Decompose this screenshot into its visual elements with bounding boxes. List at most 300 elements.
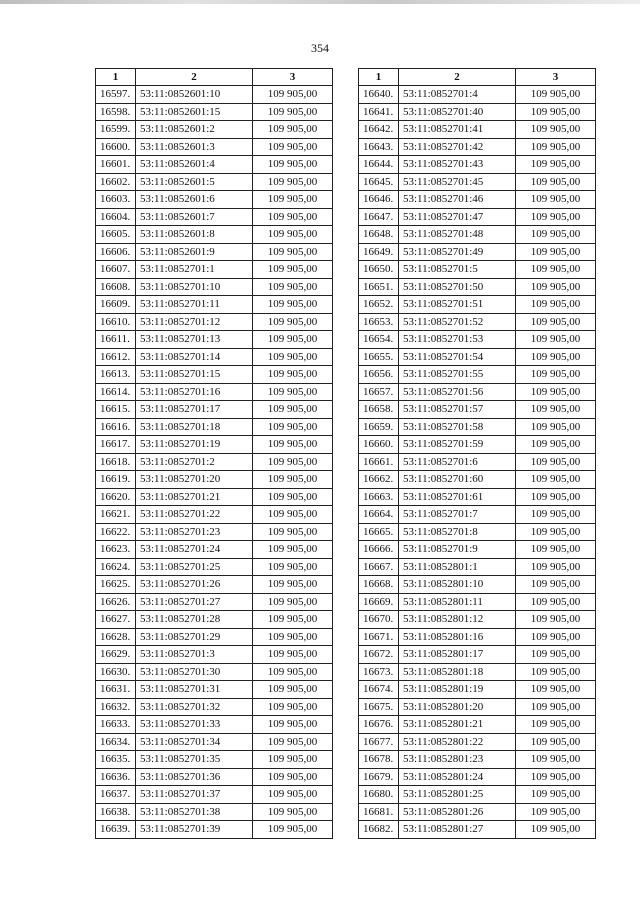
table-row (96, 593, 333, 611)
row-number: 16678. (359, 751, 399, 769)
scan-edge (0, 0, 640, 4)
cadastral-value: 109 905,00 (516, 261, 596, 279)
cadastral-table-right (358, 68, 596, 839)
cadastral-value: 109 905,00 (253, 156, 333, 174)
cadastral-number: 53:11:0852701:10 (136, 278, 253, 296)
row-number: 16668. (359, 576, 399, 594)
cadastral-number: 53:11:0852701:56 (399, 383, 516, 401)
cadastral-number: 53:11:0852701:1 (136, 261, 253, 279)
cadastral-value: 109 905,00 (253, 138, 333, 156)
cadastral-value: 109 905,00 (516, 523, 596, 541)
table-row (96, 191, 333, 209)
table-row (359, 243, 596, 261)
cadastral-value: 109 905,00 (253, 173, 333, 191)
table-row (96, 681, 333, 699)
cadastral-number: 53:11:0852701:37 (136, 786, 253, 804)
cadastral-value: 109 905,00 (516, 663, 596, 681)
table-row (96, 611, 333, 629)
row-number: 16620. (96, 488, 136, 506)
cadastral-number: 53:11:0852701:25 (136, 558, 253, 576)
cadastral-number: 53:11:0852701:9 (399, 541, 516, 559)
cadastral-number: 53:11:0852701:54 (399, 348, 516, 366)
table-row (359, 751, 596, 769)
table-row (359, 296, 596, 314)
cadastral-value: 109 905,00 (253, 663, 333, 681)
table-row (359, 348, 596, 366)
cadastral-value: 109 905,00 (253, 436, 333, 454)
table-row (359, 331, 596, 349)
table-row (96, 366, 333, 384)
cadastral-number: 53:11:0852601:9 (136, 243, 253, 261)
cadastral-value: 109 905,00 (253, 803, 333, 821)
cadastral-number: 53:11:0852701:24 (136, 541, 253, 559)
cadastral-number: 53:11:0852701:55 (399, 366, 516, 384)
cadastral-number: 53:11:0852701:50 (399, 278, 516, 296)
table-row (96, 488, 333, 506)
table-row (359, 121, 596, 139)
table-row (359, 156, 596, 174)
row-number: 16666. (359, 541, 399, 559)
cadastral-value: 109 905,00 (516, 751, 596, 769)
cadastral-value: 109 905,00 (253, 208, 333, 226)
row-number: 16645. (359, 173, 399, 191)
page-number: 354 (311, 41, 329, 55)
row-number: 16663. (359, 488, 399, 506)
cadastral-number: 53:11:0852601:3 (136, 138, 253, 156)
cadastral-value: 109 905,00 (516, 208, 596, 226)
cadastral-value: 109 905,00 (253, 348, 333, 366)
cadastral-number: 53:11:0852701:12 (136, 313, 253, 331)
row-number: 16681. (359, 803, 399, 821)
cadastral-number: 53:11:0852701:53 (399, 331, 516, 349)
row-number: 16651. (359, 278, 399, 296)
cadastral-number: 53:11:0852801:27 (399, 821, 516, 839)
cadastral-table-left (95, 68, 333, 839)
column-header-2: 2 (399, 69, 516, 86)
row-number: 16616. (96, 418, 136, 436)
row-number: 16619. (96, 471, 136, 489)
cadastral-number: 53:11:0852701:29 (136, 628, 253, 646)
cadastral-number: 53:11:0852701:42 (399, 138, 516, 156)
cadastral-value: 109 905,00 (516, 103, 596, 121)
cadastral-number: 53:11:0852701:41 (399, 121, 516, 139)
cadastral-number: 53:11:0852701:61 (399, 488, 516, 506)
column-header-1: 1 (359, 69, 399, 86)
cadastral-value: 109 905,00 (253, 698, 333, 716)
row-number: 16643. (359, 138, 399, 156)
cadastral-number: 53:11:0852701:40 (399, 103, 516, 121)
table-row (359, 768, 596, 786)
cadastral-value: 109 905,00 (516, 366, 596, 384)
table-row (96, 646, 333, 664)
cadastral-value: 109 905,00 (253, 733, 333, 751)
row-number: 16640. (359, 86, 399, 104)
cadastral-value: 109 905,00 (253, 401, 333, 419)
row-number: 16642. (359, 121, 399, 139)
table-row (96, 296, 333, 314)
row-number: 16682. (359, 821, 399, 839)
row-number: 16618. (96, 453, 136, 471)
cadastral-number: 53:11:0852701:15 (136, 366, 253, 384)
cadastral-number: 53:11:0852801:18 (399, 663, 516, 681)
table-row (359, 488, 596, 506)
cadastral-value: 109 905,00 (253, 226, 333, 244)
table-row (359, 191, 596, 209)
row-number: 16613. (96, 366, 136, 384)
cadastral-value: 109 905,00 (253, 821, 333, 839)
cadastral-value: 109 905,00 (516, 383, 596, 401)
table-row (96, 208, 333, 226)
table-row (359, 453, 596, 471)
row-number: 16670. (359, 611, 399, 629)
table-row (359, 803, 596, 821)
row-number: 16662. (359, 471, 399, 489)
row-number: 16649. (359, 243, 399, 261)
cadastral-number: 53:11:0852701:27 (136, 593, 253, 611)
cadastral-value: 109 905,00 (516, 558, 596, 576)
table-row (96, 436, 333, 454)
table-row (96, 173, 333, 191)
cadastral-number: 53:11:0852701:60 (399, 471, 516, 489)
row-number: 16676. (359, 716, 399, 734)
cadastral-value: 109 905,00 (516, 821, 596, 839)
row-number: 16672. (359, 646, 399, 664)
row-number: 16658. (359, 401, 399, 419)
cadastral-number: 53:11:0852601:2 (136, 121, 253, 139)
table-row (96, 383, 333, 401)
row-number: 16656. (359, 366, 399, 384)
table-row (359, 366, 596, 384)
row-number: 16634. (96, 733, 136, 751)
table-row (359, 523, 596, 541)
cadastral-number: 53:11:0852701:59 (399, 436, 516, 454)
cadastral-value: 109 905,00 (516, 278, 596, 296)
cadastral-value: 109 905,00 (253, 261, 333, 279)
cadastral-value: 109 905,00 (516, 313, 596, 331)
row-number: 16609. (96, 296, 136, 314)
row-number: 16599. (96, 121, 136, 139)
cadastral-value: 109 905,00 (516, 768, 596, 786)
row-number: 16615. (96, 401, 136, 419)
table-row (96, 751, 333, 769)
row-number: 16636. (96, 768, 136, 786)
cadastral-number: 53:11:0852601:10 (136, 86, 253, 104)
row-number: 16629. (96, 646, 136, 664)
row-number: 16653. (359, 313, 399, 331)
row-number: 16617. (96, 436, 136, 454)
cadastral-number: 53:11:0852701:58 (399, 418, 516, 436)
cadastral-number: 53:11:0852701:47 (399, 208, 516, 226)
cadastral-number: 53:11:0852701:51 (399, 296, 516, 314)
cadastral-value: 109 905,00 (253, 103, 333, 121)
cadastral-value: 109 905,00 (516, 191, 596, 209)
cadastral-number: 53:11:0852601:6 (136, 191, 253, 209)
table-row (96, 698, 333, 716)
cadastral-number: 53:11:0852701:11 (136, 296, 253, 314)
table-row (359, 558, 596, 576)
cadastral-number: 53:11:0852801:24 (399, 768, 516, 786)
cadastral-number: 53:11:0852701:23 (136, 523, 253, 541)
table-row (96, 523, 333, 541)
cadastral-number: 53:11:0852701:3 (136, 646, 253, 664)
row-number: 16598. (96, 103, 136, 121)
cadastral-number: 53:11:0852701:30 (136, 663, 253, 681)
cadastral-value: 109 905,00 (516, 121, 596, 139)
table-row (359, 628, 596, 646)
table-row (359, 471, 596, 489)
row-number: 16623. (96, 541, 136, 559)
cadastral-number: 53:11:0852701:45 (399, 173, 516, 191)
row-number: 16671. (359, 628, 399, 646)
column-header-2: 2 (136, 69, 253, 86)
cadastral-value: 109 905,00 (253, 191, 333, 209)
cadastral-number: 53:11:0852801:26 (399, 803, 516, 821)
cadastral-number: 53:11:0852701:49 (399, 243, 516, 261)
cadastral-value: 109 905,00 (253, 366, 333, 384)
cadastral-number: 53:11:0852801:12 (399, 611, 516, 629)
row-number: 16604. (96, 208, 136, 226)
cadastral-value: 109 905,00 (516, 471, 596, 489)
table-row (96, 138, 333, 156)
table-row (359, 278, 596, 296)
table-row (359, 383, 596, 401)
row-number: 16627. (96, 611, 136, 629)
cadastral-number: 53:11:0852701:39 (136, 821, 253, 839)
table-row (96, 821, 333, 839)
table-row (359, 698, 596, 716)
table-row (359, 821, 596, 839)
cadastral-value: 109 905,00 (516, 138, 596, 156)
cadastral-number: 53:11:0852701:16 (136, 383, 253, 401)
table-row (96, 243, 333, 261)
table-row (96, 471, 333, 489)
cadastral-value: 109 905,00 (253, 488, 333, 506)
table-row (359, 716, 596, 734)
cadastral-number: 53:11:0852701:17 (136, 401, 253, 419)
table-row (96, 786, 333, 804)
row-number: 16667. (359, 558, 399, 576)
cadastral-value: 109 905,00 (253, 611, 333, 629)
table-row (96, 261, 333, 279)
cadastral-value: 109 905,00 (253, 331, 333, 349)
table-row (96, 278, 333, 296)
cadastral-number: 53:11:0852701:19 (136, 436, 253, 454)
cadastral-value: 109 905,00 (253, 243, 333, 261)
cadastral-value: 109 905,00 (516, 173, 596, 191)
cadastral-value: 109 905,00 (516, 488, 596, 506)
cadastral-number: 53:11:0852701:26 (136, 576, 253, 594)
row-number: 16641. (359, 103, 399, 121)
cadastral-value: 109 905,00 (253, 628, 333, 646)
row-number: 16628. (96, 628, 136, 646)
cadastral-value: 109 905,00 (516, 646, 596, 664)
row-number: 16679. (359, 768, 399, 786)
cadastral-number: 53:11:0852701:20 (136, 471, 253, 489)
row-number: 16673. (359, 663, 399, 681)
cadastral-number: 53:11:0852801:20 (399, 698, 516, 716)
row-number: 16608. (96, 278, 136, 296)
row-number: 16605. (96, 226, 136, 244)
table-header-row (96, 69, 333, 86)
row-number: 16633. (96, 716, 136, 734)
cadastral-value: 109 905,00 (253, 86, 333, 104)
row-number: 16674. (359, 681, 399, 699)
table-row (359, 401, 596, 419)
cadastral-value: 109 905,00 (516, 348, 596, 366)
table-row (96, 716, 333, 734)
table-row (96, 401, 333, 419)
cadastral-value: 109 905,00 (516, 436, 596, 454)
table-row (359, 506, 596, 524)
row-number: 16655. (359, 348, 399, 366)
table-row (96, 86, 333, 104)
cadastral-number: 53:11:0852801:17 (399, 646, 516, 664)
table-row (359, 418, 596, 436)
row-number: 16624. (96, 558, 136, 576)
cadastral-number: 53:11:0852701:14 (136, 348, 253, 366)
table-row (96, 226, 333, 244)
row-number: 16626. (96, 593, 136, 611)
table-row (96, 628, 333, 646)
cadastral-number: 53:11:0852701:46 (399, 191, 516, 209)
cadastral-number: 53:11:0852801:10 (399, 576, 516, 594)
row-number: 16657. (359, 383, 399, 401)
table-row (96, 663, 333, 681)
table-row (359, 261, 596, 279)
cadastral-value: 109 905,00 (253, 121, 333, 139)
row-number: 16639. (96, 821, 136, 839)
cadastral-value: 109 905,00 (253, 471, 333, 489)
cadastral-number: 53:11:0852801:16 (399, 628, 516, 646)
row-number: 16597. (96, 86, 136, 104)
cadastral-value: 109 905,00 (516, 803, 596, 821)
table-row (359, 103, 596, 121)
table-row (359, 226, 596, 244)
cadastral-value: 109 905,00 (253, 558, 333, 576)
table-row (96, 453, 333, 471)
row-number: 16603. (96, 191, 136, 209)
table-row (96, 541, 333, 559)
cadastral-number: 53:11:0852701:31 (136, 681, 253, 699)
cadastral-number: 53:11:0852701:21 (136, 488, 253, 506)
table-row (96, 121, 333, 139)
column-header-3: 3 (516, 69, 596, 86)
table-body-left (96, 86, 333, 839)
cadastral-value: 109 905,00 (516, 243, 596, 261)
row-number: 16660. (359, 436, 399, 454)
cadastral-number: 53:11:0852701:5 (399, 261, 516, 279)
row-number: 16650. (359, 261, 399, 279)
row-number: 16606. (96, 243, 136, 261)
row-number: 16669. (359, 593, 399, 611)
cadastral-value: 109 905,00 (253, 751, 333, 769)
cadastral-number: 53:11:0852801:23 (399, 751, 516, 769)
row-number: 16600. (96, 138, 136, 156)
cadastral-value: 109 905,00 (253, 453, 333, 471)
table-row (96, 506, 333, 524)
table-row (359, 436, 596, 454)
cadastral-value: 109 905,00 (253, 383, 333, 401)
table-row (359, 86, 596, 104)
cadastral-number: 53:11:0852801:11 (399, 593, 516, 611)
table-row (359, 611, 596, 629)
cadastral-number: 53:11:0852701:35 (136, 751, 253, 769)
cadastral-value: 109 905,00 (253, 576, 333, 594)
cadastral-value: 109 905,00 (516, 226, 596, 244)
row-number: 16614. (96, 383, 136, 401)
row-number: 16659. (359, 418, 399, 436)
cadastral-number: 53:11:0852701:33 (136, 716, 253, 734)
row-number: 16675. (359, 698, 399, 716)
cadastral-number: 53:11:0852801:19 (399, 681, 516, 699)
table-row (359, 576, 596, 594)
cadastral-number: 53:11:0852801:1 (399, 558, 516, 576)
cadastral-number: 53:11:0852701:34 (136, 733, 253, 751)
cadastral-value: 109 905,00 (253, 786, 333, 804)
row-number: 16654. (359, 331, 399, 349)
table-row (96, 418, 333, 436)
cadastral-number: 53:11:0852601:8 (136, 226, 253, 244)
row-number: 16602. (96, 173, 136, 191)
row-number: 16638. (96, 803, 136, 821)
table-row (359, 313, 596, 331)
cadastral-number: 53:11:0852601:7 (136, 208, 253, 226)
row-number: 16677. (359, 733, 399, 751)
row-number: 16625. (96, 576, 136, 594)
table-row (96, 576, 333, 594)
cadastral-number: 53:11:0852701:8 (399, 523, 516, 541)
cadastral-value: 109 905,00 (253, 418, 333, 436)
cadastral-value: 109 905,00 (253, 506, 333, 524)
cadastral-number: 53:11:0852601:5 (136, 173, 253, 191)
cadastral-number: 53:11:0852701:32 (136, 698, 253, 716)
row-number: 16647. (359, 208, 399, 226)
cadastral-number: 53:11:0852701:7 (399, 506, 516, 524)
table-header-row (359, 69, 596, 86)
column-header-1: 1 (96, 69, 136, 86)
cadastral-number: 53:11:0852701:57 (399, 401, 516, 419)
cadastral-value: 109 905,00 (516, 541, 596, 559)
cadastral-value: 109 905,00 (516, 698, 596, 716)
cadastral-number: 53:11:0852801:22 (399, 733, 516, 751)
cadastral-value: 109 905,00 (516, 296, 596, 314)
row-number: 16611. (96, 331, 136, 349)
row-number: 16632. (96, 698, 136, 716)
cadastral-number: 53:11:0852801:25 (399, 786, 516, 804)
table-row (96, 803, 333, 821)
cadastral-number: 53:11:0852801:21 (399, 716, 516, 734)
table-row (359, 541, 596, 559)
cadastral-value: 109 905,00 (253, 296, 333, 314)
row-number: 16648. (359, 226, 399, 244)
cadastral-number: 53:11:0852701:6 (399, 453, 516, 471)
cadastral-number: 53:11:0852701:18 (136, 418, 253, 436)
cadastral-number: 53:11:0852701:22 (136, 506, 253, 524)
cadastral-value: 109 905,00 (516, 716, 596, 734)
table-row (359, 786, 596, 804)
cadastral-value: 109 905,00 (516, 786, 596, 804)
table-row (96, 313, 333, 331)
row-number: 16664. (359, 506, 399, 524)
table-row (96, 768, 333, 786)
cadastral-value: 109 905,00 (253, 716, 333, 734)
cadastral-number: 53:11:0852701:13 (136, 331, 253, 349)
cadastral-value: 109 905,00 (516, 418, 596, 436)
cadastral-value: 109 905,00 (516, 681, 596, 699)
cadastral-number: 53:11:0852701:38 (136, 803, 253, 821)
row-number: 16622. (96, 523, 136, 541)
row-number: 16646. (359, 191, 399, 209)
